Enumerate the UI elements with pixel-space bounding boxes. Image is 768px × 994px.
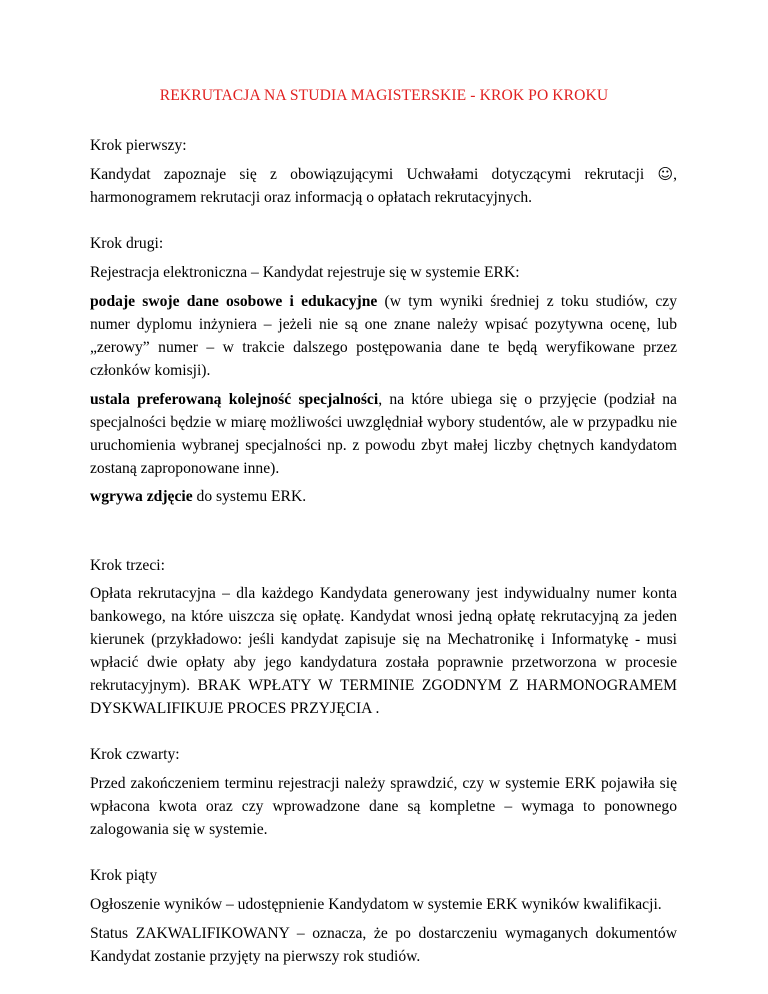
step-2-item-2-bold: ustala preferowaną kolejność specjalności: [90, 391, 379, 408]
step-2-item-2: [90, 388, 677, 480]
step-3-paragraph: Opłata rekrutacyjna – dla każdego Kandydata generowany jest indywidualny numer konta bankowego, na które uiszcza się opłatę. Kandydat wnosi jedną opłatę rekrutacyjną za jeden kierunek (przykładowo: jeśli kandydat zapisuje się na Mechatronikę i Informatykę - musi wpłacić dwie opłaty aby jego kandydatura została poprawnie przetworzona w procesie rekrutacyjnym). BRAK WPŁATY W TERMINIE ZGODNYM Z HARMONOGRAMEM DYSKWALIFIKUJE PROCES PRZYJĘCIA .: [90, 585, 677, 717]
step-3-body: [90, 582, 677, 720]
step-5-paragraph-2: Status ZAKWALIFIKOWANY – oznacza, że po dostarczeniu wymaganych dokumentów Kandydat zostanie przyjęty na pierwszy rok studiów.: [90, 925, 677, 965]
step-2-item-3: [90, 485, 677, 508]
step-1-body: [90, 163, 677, 209]
step-2-item-1-bold: podaje swoje dane osobowe i edukacyjne: [90, 293, 378, 310]
step-4-heading: Krok czwarty:: [90, 746, 180, 763]
step-2-item-2-text: , na które ubiega się o przyjęcie (podział na specjalności będzie w miarę możliwości uwzględniał wybory studentów, ale w przypadku nie uruchomienia wybranej specjalności np. z powodu zbyt małej liczby chętnych kandydatom zostaną zaproponowane inne).: [90, 391, 677, 477]
smiley-icon: ☺: [657, 165, 674, 183]
step-2-intro-block: [90, 261, 677, 284]
step-2-item-3-bold: wgrywa zdjęcie: [90, 488, 193, 505]
step-3-heading: Krok trzeci:: [90, 557, 165, 574]
step-5-body-1: [90, 893, 677, 916]
document-title: REKRUTACJA NA STUDIA MAGISTERSKIE - KROK PO KROKU: [159, 87, 609, 104]
step-2-item-3-text: do systemu ERK.: [192, 488, 307, 505]
step-2-intro: Rejestracja elektroniczna – Kandydat rejestruje się w systemie ERK:: [90, 264, 520, 281]
step-1-paragraph: [90, 163, 677, 209]
step-2-item-1: [90, 290, 677, 382]
step-5-body-2: [90, 922, 677, 968]
step-2-item-1-paragraph: [90, 290, 677, 382]
step-2-item-2-paragraph: [90, 388, 677, 480]
step-4-paragraph: Przed zakończeniem terminu rejestracji należy sprawdzić, czy w systemie ERK pojawiła się wpłacona kwota oraz czy wprowadzone dane są kompletne – wymaga to ponownego zalogowania się w systemie.: [90, 775, 677, 838]
step-1-text-b: , harmonogramem rekrutacji oraz informacją o opłatach rekrutacyjnych.: [90, 166, 677, 206]
step-1-heading: Krok pierwszy:: [90, 137, 187, 154]
step-5-heading: Krok piąty: [90, 867, 158, 884]
step-2-item-1-text: (w tym wyniki średniej z toku studiów, czy numer dyplomu inżyniera – jeżeli nie są one znane należy wpisać pozytywna ocenę, lub „zerowy” numer – w trakcie dalszego postępowania dane te będą weryfikowane przez członków komisji).: [90, 293, 677, 379]
step-2-item-3-paragraph: [90, 485, 677, 508]
step-1-text-a: Kandydat zapoznaje się z obowiązującymi Uchwałami dotyczącymi rekrutacji: [90, 166, 658, 183]
step-4-body: [90, 772, 677, 841]
step-5-paragraph-1: Ogłoszenie wyników – udostępnienie Kandydatom w systemie ERK wyników kwalifikacji.: [90, 896, 662, 913]
step-2-heading: Krok drugi:: [90, 235, 164, 252]
